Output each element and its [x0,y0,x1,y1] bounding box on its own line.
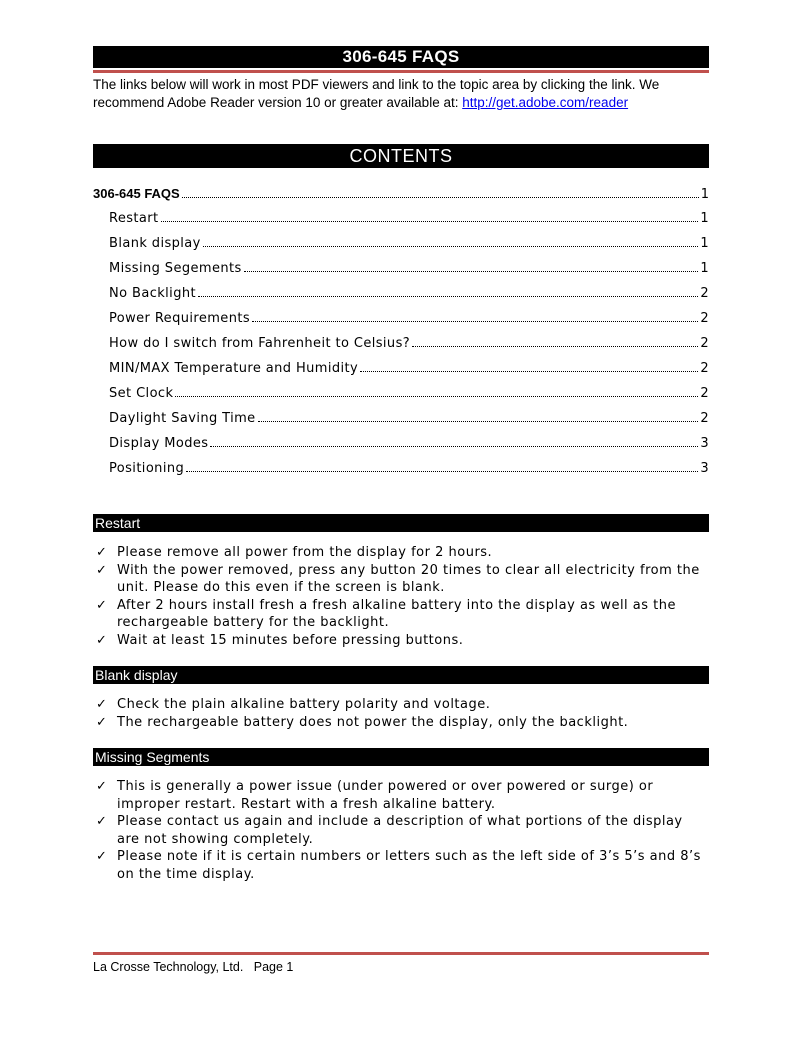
checkmark-icon: ✓ [96,814,108,829]
missing-segments-bullets [93,778,709,883]
toc-leader [186,471,698,472]
toc-label: Daylight Saving Time [109,411,256,426]
toc-leader [203,246,699,247]
toc-item-display-modes[interactable] [93,431,709,456]
toc-leader [244,271,699,272]
toc-leader [252,321,698,322]
toc-leader [210,446,698,447]
list-item: ✓ With the power removed, press any button 20 times to clear all electricity from the unit. Please do this even if the screen is blank. [96,562,700,595]
toc-item-daylight-saving[interactable] [93,406,709,431]
list-item: ✓ Please note if it is certain numbers or letters such as the left side of 3’s 5’s and 8’s on the time display. [96,849,701,882]
checkmark-icon: ✓ [96,562,108,578]
toc-page: 2 [700,386,709,401]
toc-leader [175,396,698,397]
page-footer: La Crosse Technology, Ltd. Page 1 [93,960,294,974]
toc-page: 2 [700,336,709,351]
toc-item-faqs[interactable] [93,181,709,206]
list-item: ✓ After 2 hours install fresh a fresh alkaline battery into the display as well as the rechargeable battery for the backlight. [96,597,677,630]
toc-leader [412,346,698,347]
footer-rule [93,952,709,955]
toc-label: Restart [109,211,159,226]
list-item: ✓ Please remove all power from the display for 2 hours. [96,545,493,560]
toc-leader [182,197,699,198]
contents-heading: CONTENTS [93,144,709,168]
section-heading-missing-segments: Missing Segments [93,748,709,766]
toc-page: 2 [700,411,709,426]
toc-label: Blank display [109,236,201,251]
toc-item-restart[interactable] [93,206,709,231]
toc-label: Positioning [109,461,185,476]
toc-item-min-max[interactable] [93,356,709,381]
toc-page: 1 [700,211,709,226]
toc-leader [360,371,698,372]
toc-page: 1 [700,236,709,251]
toc-page: 3 [700,436,709,451]
toc-page: 1 [700,261,709,276]
page-title: 306-645 FAQS [93,46,709,68]
checkmark-icon: ✓ [96,597,108,613]
toc-label: 306-645 FAQS [93,186,180,201]
toc-page: 2 [700,311,709,326]
toc-leader [161,221,699,222]
checkmark-icon: ✓ [96,545,108,560]
toc-label: Missing Segements [109,261,242,276]
title-rule [93,70,709,73]
toc-leader [258,421,699,422]
blank-display-bullets [93,696,709,731]
toc-page: 2 [700,361,709,376]
list-item: ✓ This is generally a power issue (under powered or over powered or surge) or improper restart. Restart with a fresh alkaline battery. [96,779,654,812]
toc-label: How do I switch from Fahrenheit to Celsius? [109,336,411,351]
toc-page: 3 [700,461,709,476]
list-item: ✓ Wait at least 15 minutes before pressing buttons. [96,632,464,648]
toc-label: Set Clock [109,386,174,401]
toc-item-positioning[interactable] [93,456,709,481]
toc-page: 1 [700,187,709,202]
toc-label: MIN/MAX Temperature and Humidity [109,361,359,376]
intro-text: The links below will work in most PDF viewers and link to the topic area by clicking the link. We recommend Adobe Reader version 10 or greater available at: [93,77,660,110]
toc-label: Power Requirements [109,311,251,326]
section-heading-restart: Restart [93,514,709,532]
toc-item-no-backlight[interactable] [93,281,709,306]
toc-item-blank-display[interactable] [93,231,709,256]
checkmark-icon: ✓ [96,849,108,864]
list-item: ✓ Please contact us again and include a description of what portions of the display are not showing completely. [96,814,683,847]
section-heading-blank-display: Blank display [93,666,709,684]
restart-bullets [93,544,709,649]
list-item: ✓ The rechargeable battery does not power the display, only the backlight. [96,714,629,730]
page-content [93,46,709,883]
toc-label: No Backlight [109,286,196,301]
table-of-contents [93,181,709,481]
toc-item-fahrenheit-celsius[interactable] [93,331,709,356]
toc-leader [198,296,698,297]
toc-item-power-requirements[interactable] [93,306,709,331]
checkmark-icon: ✓ [96,714,108,730]
toc-page: 2 [700,286,709,301]
toc-item-set-clock[interactable] [93,381,709,406]
checkmark-icon: ✓ [96,697,108,712]
checkmark-icon: ✓ [96,632,108,648]
list-item: ✓ Check the plain alkaline battery polarity and voltage. [96,697,491,712]
toc-item-missing-segements[interactable] [93,256,709,281]
toc-label: Display Modes [109,436,209,451]
intro-paragraph [93,76,709,112]
adobe-reader-link[interactable]: http://get.adobe.com/reader [462,95,629,110]
checkmark-icon: ✓ [96,779,108,794]
